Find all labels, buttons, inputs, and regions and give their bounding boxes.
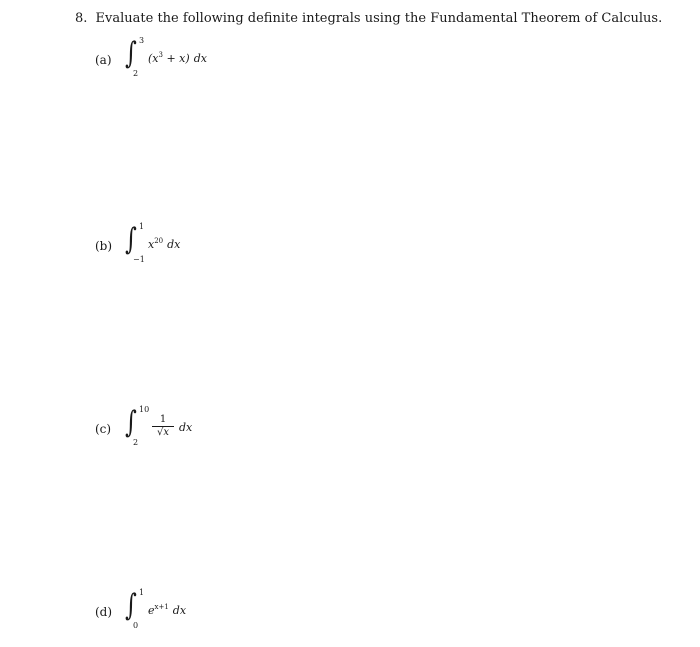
integral-sign: ∫: [124, 588, 137, 623]
integrand: $x^{20}$ dx: [148, 237, 181, 251]
fraction-numerator: 1: [152, 415, 174, 427]
integrand: $e^{x+1}$ dx: [148, 603, 187, 617]
integral-sign: ∫: [124, 222, 137, 257]
lower-limit: 0: [133, 621, 139, 630]
integral-sign: ∫: [124, 36, 137, 71]
integral-sign: ∫: [124, 405, 137, 440]
upper-limit: 10: [139, 405, 150, 414]
part-d-label: (d): [95, 605, 113, 619]
integral-c: [123, 405, 253, 455]
integral-b: [123, 222, 253, 272]
lower-limit: 2: [133, 69, 139, 78]
part-a-label: (a): [95, 53, 112, 67]
differential: dx: [172, 604, 187, 617]
integral-a: [123, 36, 253, 86]
differential: dx: [179, 421, 193, 434]
upper-limit: 1: [139, 588, 145, 597]
differential: dx: [167, 238, 181, 251]
question-heading: [75, 11, 662, 26]
part-c-label: (c): [95, 422, 112, 436]
fraction-denominator: √x: [156, 427, 169, 438]
part-b-label: (b): [95, 239, 113, 253]
upper-limit: 3: [139, 36, 145, 45]
lower-limit: 2: [133, 438, 139, 447]
integrand: $(x^3 + x)$ dx: [148, 51, 207, 65]
question-number: 8.: [75, 11, 88, 26]
integral-d: [123, 588, 253, 638]
fraction: [152, 415, 174, 438]
question-text: Evaluate the following definite integrals using the Fundamental Theorem of Calculus.: [95, 11, 663, 26]
upper-limit: 1: [139, 222, 145, 231]
differential: dx: [193, 52, 207, 65]
lower-limit: −1: [133, 255, 145, 264]
